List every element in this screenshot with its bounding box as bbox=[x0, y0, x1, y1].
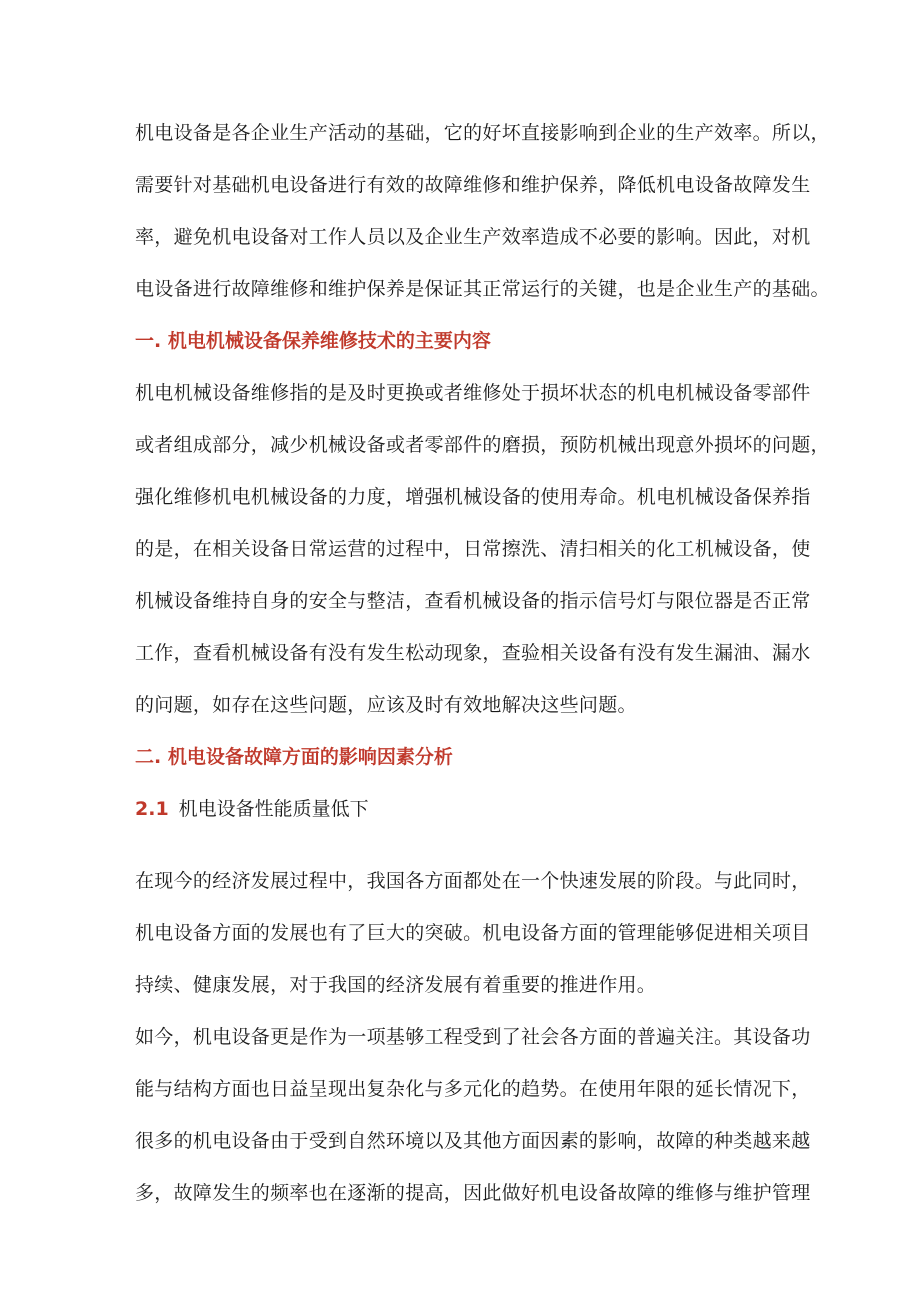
section1-line: 的问题，如存在这些问题，应该及时有效地解决这些问题。 bbox=[135, 694, 637, 716]
section2-line: 持续、健康发展，对于我国的经济发展有着重要的推进作用。 bbox=[135, 974, 657, 996]
intro-line: 率，避免机电设备对工作人员以及企业生产效率造成不必要的影响。因此，对机 bbox=[135, 226, 811, 248]
section1-line: 工作，查看机械设备有没有发生松动现象，查验相关设备有没有发生漏油、漏水 bbox=[135, 642, 811, 664]
sub-heading-2-1 bbox=[135, 797, 369, 821]
sub-heading-title: 机电设备性能质量低下 bbox=[178, 798, 369, 820]
intro-line: 需要针对基础机电设备进行有效的故障维修和维护保养，降低机电设备故障发生 bbox=[135, 174, 811, 196]
section2-line: 多，故障发生的频率也在逐渐的提高，因此做好机电设备故障的维修与维护管理 bbox=[135, 1182, 811, 1204]
sub-heading-number: 2.1 bbox=[135, 798, 169, 820]
section2-line: 在现今的经济发展过程中，我国各方面都处在一个快速发展的阶段。与此同时， bbox=[135, 870, 811, 892]
section2-line: 如今，机电设备更是作为一项基够工程受到了社会各方面的普遍关注。其设备功 bbox=[135, 1026, 811, 1048]
section1-line: 机械设备维持自身的安全与整洁，查看机械设备的指示信号灯与限位器是否正常 bbox=[135, 590, 811, 612]
section2-line: 机电设备方面的发展也有了巨大的突破。机电设备方面的管理能够促进相关项目 bbox=[135, 922, 811, 944]
intro-line: 电设备进行故障维修和维护保养是保证其正常运行的关键，也是企业生产的基础。 bbox=[135, 278, 830, 300]
section1-line: 机电机械设备维修指的是及时更换或者维修处于损坏状态的机电机械设备零部件 bbox=[135, 382, 811, 404]
section1-line: 强化维修机电机械设备的力度，增强机械设备的使用寿命。机电机械设备保养指 bbox=[135, 486, 811, 508]
section1-line: 的是，在相关设备日常运营的过程中，日常擦洗、清扫相关的化工机械设备，使 bbox=[135, 538, 811, 560]
section1-line: 或者组成部分，减少机械设备或者零部件的磨损，预防机械出现意外损坏的问题， bbox=[135, 434, 830, 456]
section2-line: 很多的机电设备由于受到自然环境以及其他方面因素的影响，故障的种类越来越 bbox=[135, 1130, 811, 1152]
intro-line: 机电设备是各企业生产活动的基础，它的好坏直接影响到企业的生产效率。所以， bbox=[135, 122, 830, 144]
section-heading-1: 一. 机电机械设备保养维修技术的主要内容 bbox=[135, 330, 491, 352]
section-heading-2: 二. 机电设备故障方面的影响因素分析 bbox=[135, 746, 453, 768]
section2-line: 能与结构方面也日益呈现出复杂化与多元化的趋势。在使用年限的延长情况下， bbox=[135, 1078, 811, 1100]
